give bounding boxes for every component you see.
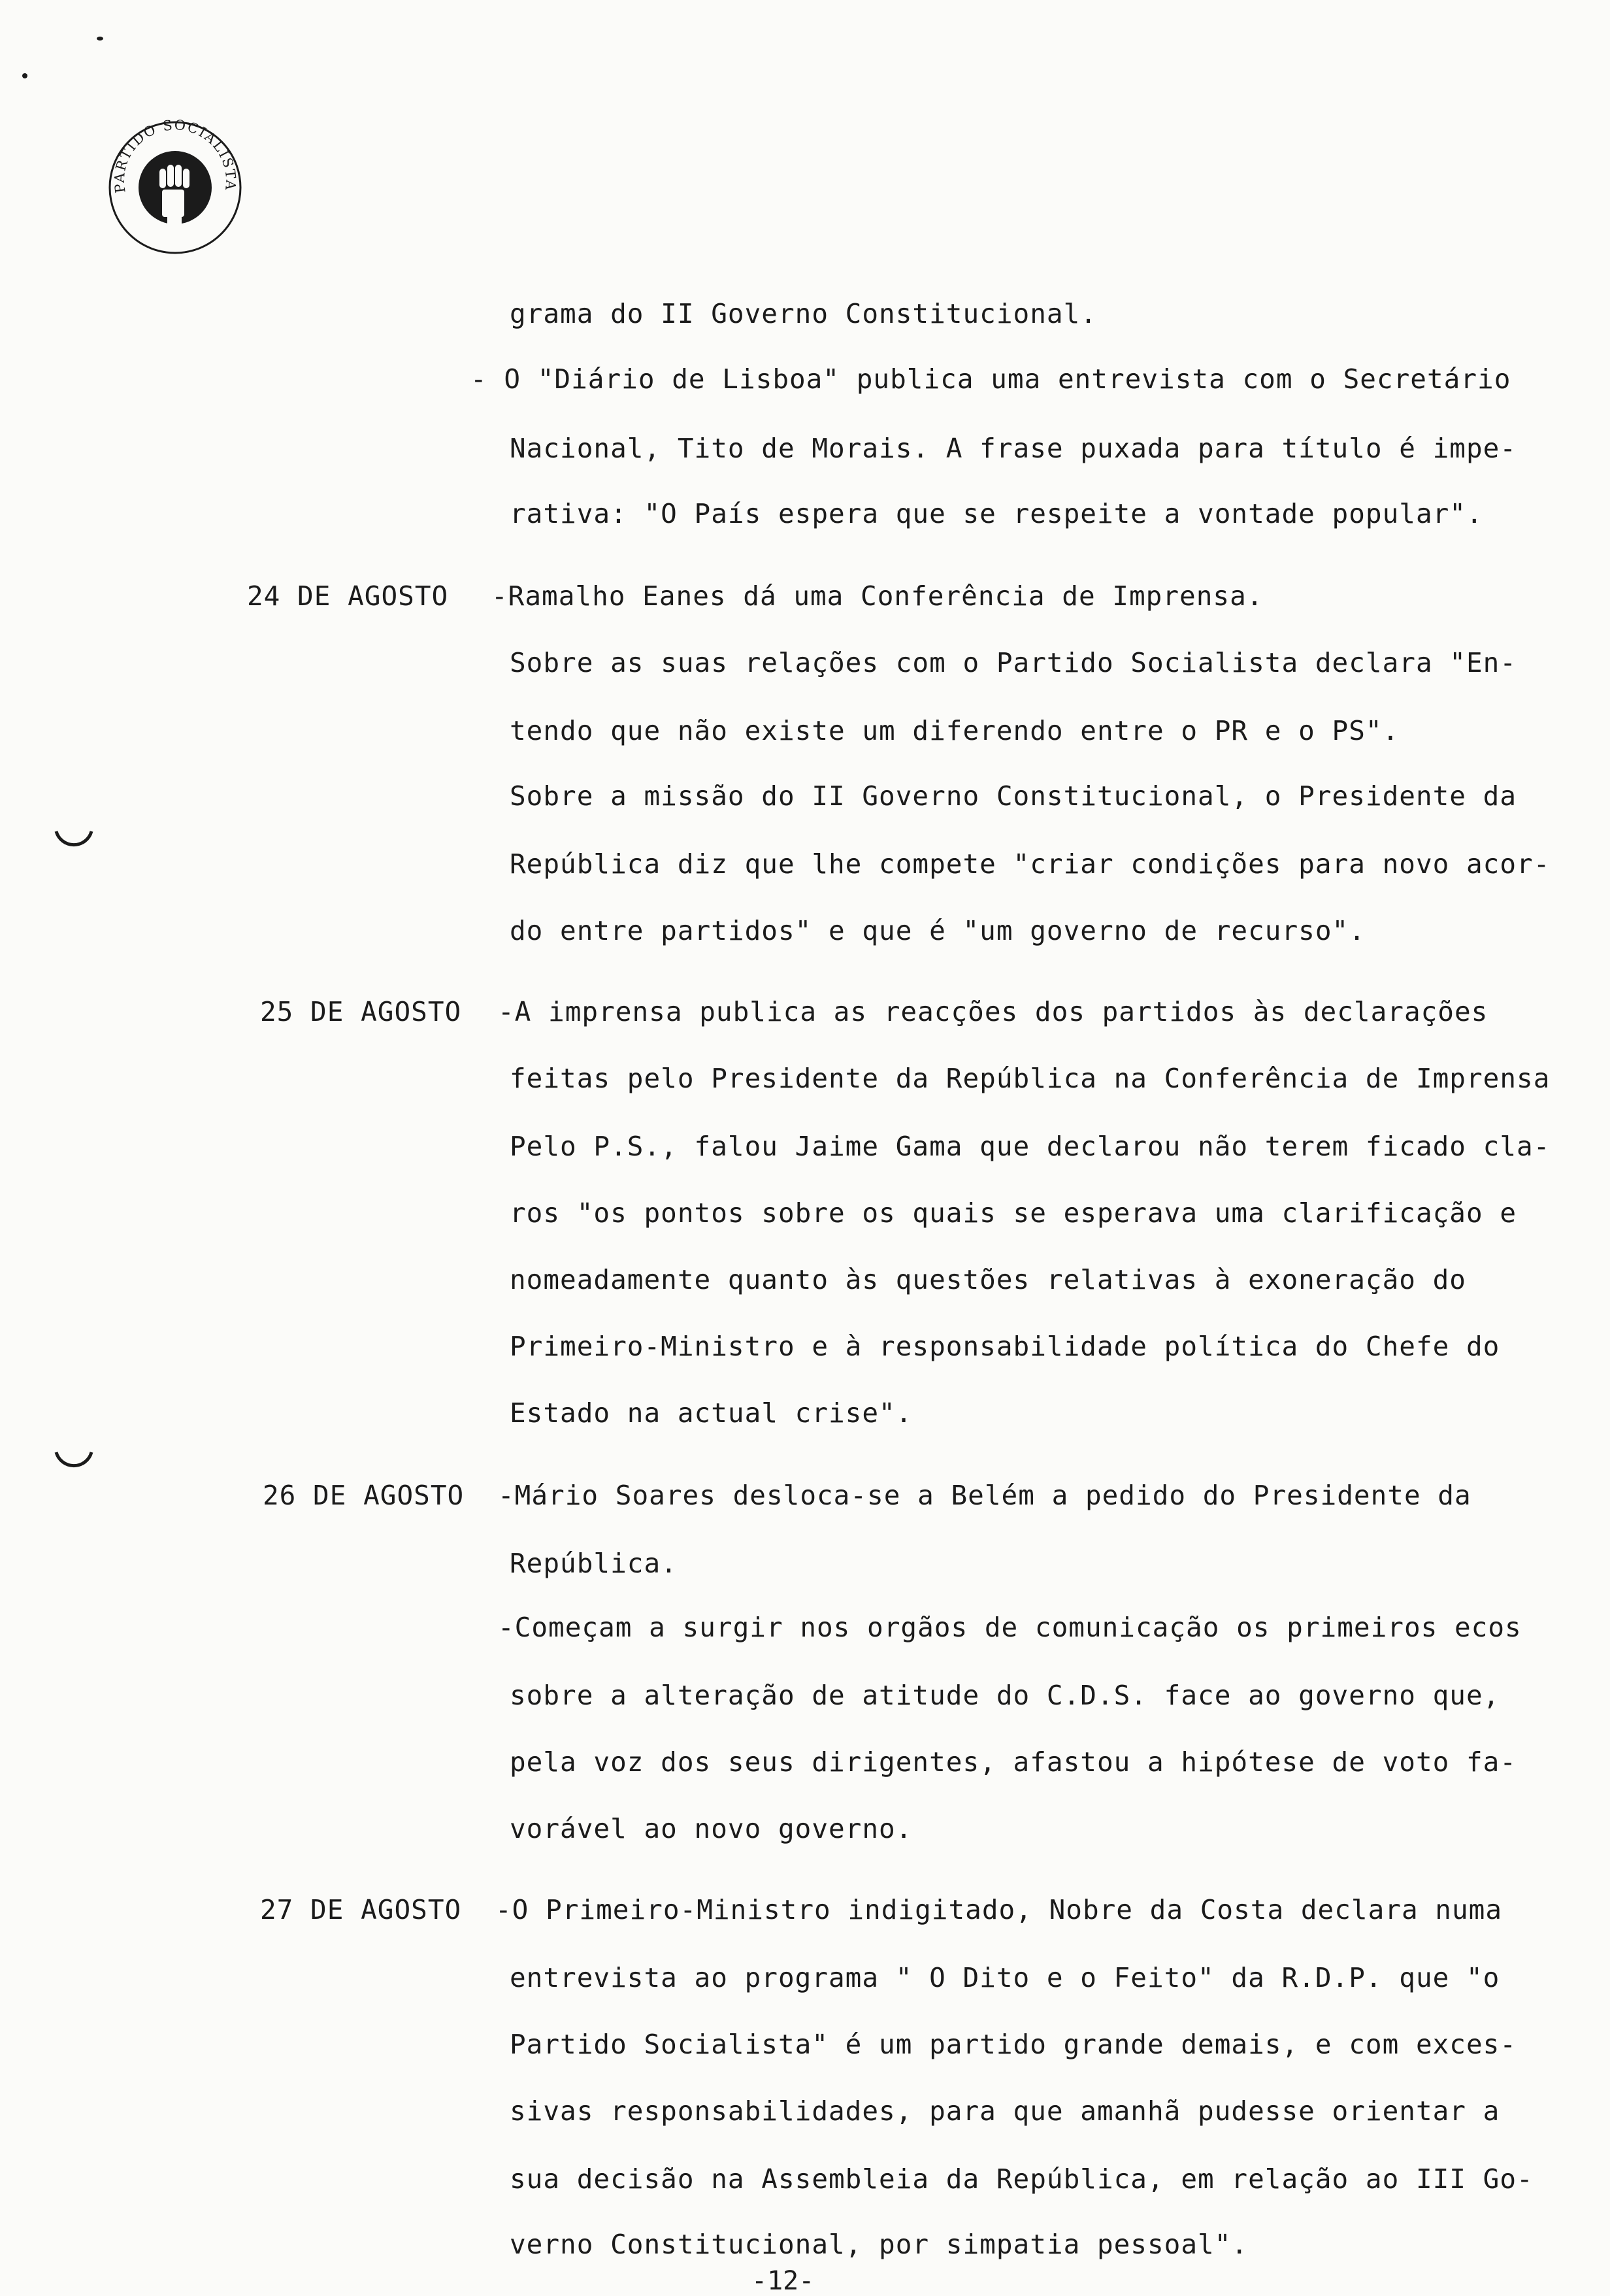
text-line: República. xyxy=(510,1548,678,1579)
scan-mark xyxy=(97,37,103,41)
svg-text:PARTIDO SOCIALISTA: PARTIDO SOCIALISTA xyxy=(111,116,239,194)
party-logo xyxy=(103,112,247,256)
page-number: -12- xyxy=(751,2266,815,2296)
text-line: Sobre as suas relações com o Partido Socialista declara "En- xyxy=(510,647,1517,678)
text-line: -O Primeiro-Ministro indigitado, Nobre da Costa declara numa xyxy=(495,1894,1503,1925)
text-line: -Ramalho Eanes dá uma Conferência de Imprensa. xyxy=(491,580,1264,612)
text-line: pela voz dos seus dirigentes, afastou a hipótese de voto fa- xyxy=(510,1746,1517,1778)
text-line: tendo que não existe um diferendo entre o PR e o PS". xyxy=(510,715,1400,746)
text-line: do entre partidos" e que é "um governo de recurso". xyxy=(510,915,1366,946)
scan-mark xyxy=(22,73,27,78)
text-line: - O "Diário de Lisboa" publica uma entrevista com o Secretário xyxy=(470,363,1511,395)
text-line: Sobre a missão do II Governo Constitucional, o Presidente da xyxy=(510,780,1517,812)
text-line: feitas pelo Presidente da República na Conferência de Imprensa xyxy=(510,1063,1551,1094)
text-line: Primeiro-Ministro e à responsabilidade política do Chefe do xyxy=(510,1331,1500,1362)
text-line: rativa: "O País espera que se respeite a vontade popular". xyxy=(510,498,1483,529)
entry-date: 26 DE AGOSTO xyxy=(263,1480,465,1511)
text-line: sobre a alteração de atitude do C.D.S. face ao governo que, xyxy=(510,1680,1500,1711)
text-line: sivas responsabilidades, para que amanhã pudesse orientar a xyxy=(510,2095,1500,2127)
text-line: verno Constitucional, por simpatia pessoal". xyxy=(510,2229,1249,2260)
text-line: entrevista ao programa " O Dito e o Feito" da R.D.P. que "o xyxy=(510,1962,1500,1993)
text-line: Partido Socialista" é um partido grande demais, e com exces- xyxy=(510,2029,1517,2060)
text-line: Pelo P.S., falou Jaime Gama que declarou não terem ficado cla- xyxy=(510,1131,1551,1162)
text-line: grama do II Governo Constitucional. xyxy=(510,298,1097,329)
entry-date: 24 DE AGOSTO xyxy=(247,580,449,612)
punch-hole-mark xyxy=(51,817,97,863)
entry-date: 27 DE AGOSTO xyxy=(260,1894,462,1925)
text-line: vorável ao novo governo. xyxy=(510,1813,913,1844)
text-line: -Mário Soares desloca-se a Belém a pedido do Presidente da xyxy=(498,1480,1471,1511)
text-line: Nacional, Tito de Morais. A frase puxada para título é impe- xyxy=(510,433,1517,464)
punch-hole-mark xyxy=(51,1438,97,1484)
entry-date: 25 DE AGOSTO xyxy=(260,996,462,1027)
text-line: Estado na actual crise". xyxy=(510,1397,913,1429)
text-line: sua decisão na Assembleia da República, em relação ao III Go- xyxy=(510,2163,1534,2195)
text-line: -Começam a surgir nos orgãos de comunicação os primeiros ecos xyxy=(498,1612,1522,1643)
text-line: nomeadamente quanto às questões relativas à exoneração do xyxy=(510,1264,1466,1295)
text-line: ros "os pontos sobre os quais se esperava uma clarificação e xyxy=(510,1197,1517,1229)
text-line: -A imprensa publica as reacções dos partidos às declarações xyxy=(498,996,1488,1027)
text-line: República diz que lhe compete "criar condições para novo acor- xyxy=(510,848,1551,880)
